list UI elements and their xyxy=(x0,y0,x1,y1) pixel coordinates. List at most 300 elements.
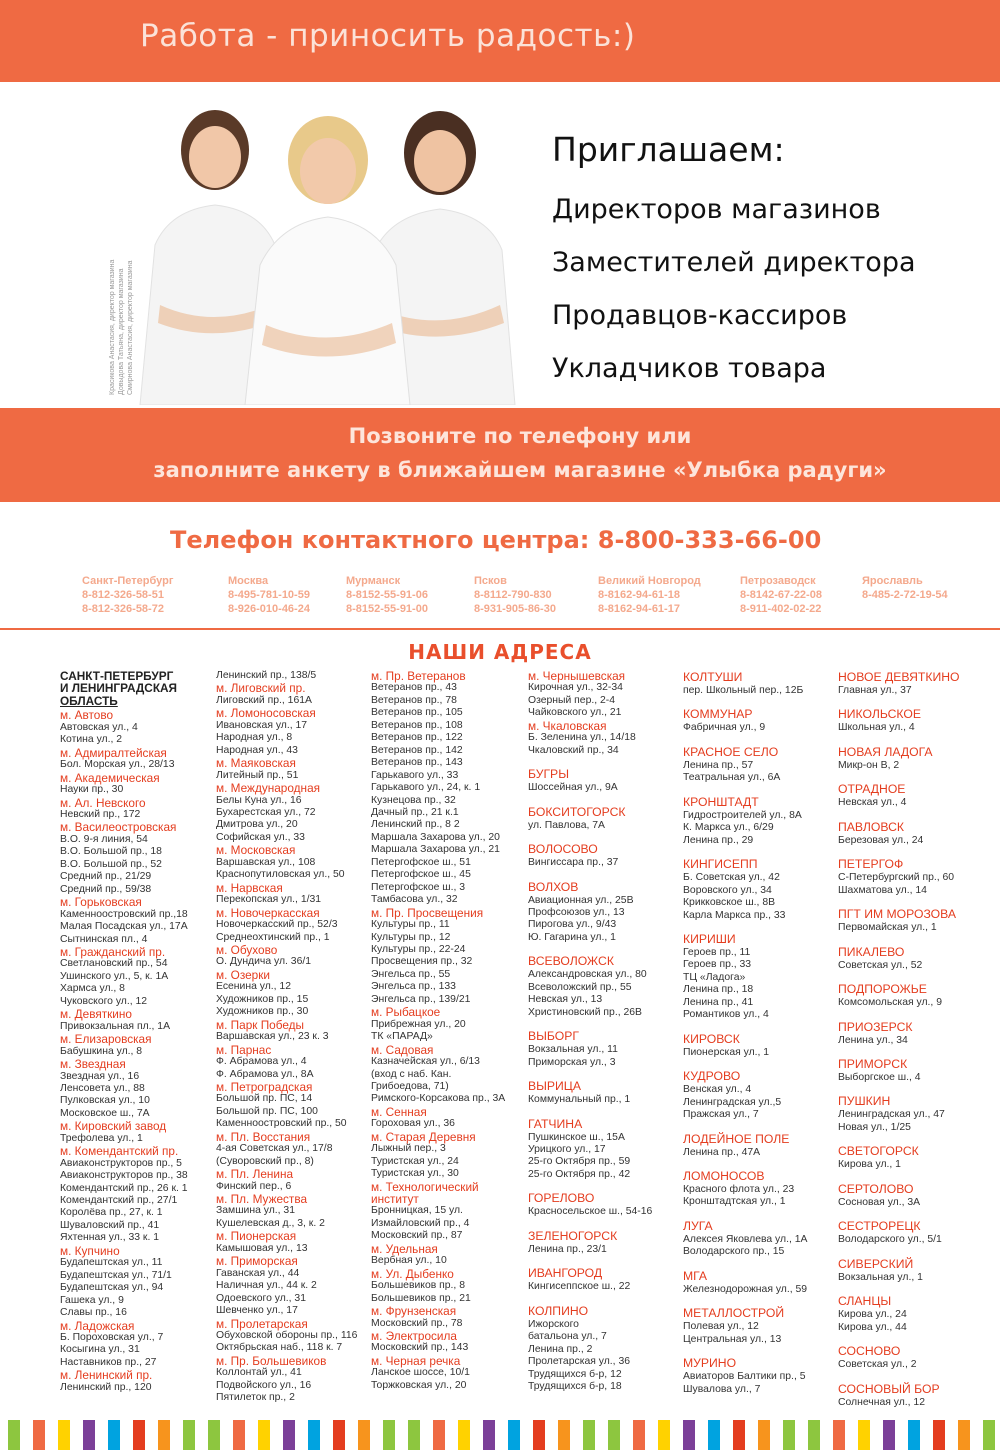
address-line: Ветеранов пр., 122 xyxy=(371,732,463,744)
metro-station: м. Московская xyxy=(216,843,296,858)
address-line: Б. Зеленина ул., 14/18 xyxy=(528,732,636,744)
address-line: Прибрежная ул., 20 xyxy=(371,1018,466,1030)
address-line: Петергофское ш., 3 xyxy=(371,881,466,893)
address-column xyxy=(838,670,988,1409)
strip-block xyxy=(358,1420,370,1450)
address-line: Средний пр., 21/29 xyxy=(60,871,152,883)
strip-block xyxy=(433,1420,445,1450)
metro-station: м. Автово xyxy=(60,708,114,723)
metro-station: м. Петроградская xyxy=(216,1079,313,1094)
address-line: Невский пр., 172 xyxy=(60,808,141,820)
region-heading: САНКТ-ПЕТЕРБУРГ xyxy=(60,669,174,683)
address-line: Б. Советская ул., 42 xyxy=(683,872,780,884)
town-name: ОТРАДНОЕ xyxy=(838,782,906,797)
metro-station: м. Чернышевская xyxy=(528,669,626,683)
address-line: Ленинский пр., 120 xyxy=(60,1381,152,1393)
address-line: Крикковское ш., 8В xyxy=(683,897,776,909)
town-name: МГА xyxy=(683,1268,708,1283)
metro-station: м. Звездная xyxy=(60,1057,126,1072)
address-line: Ленина пр., 23/1 xyxy=(528,1243,607,1255)
address-line: Ф. Абрамова ул., 8А xyxy=(216,1068,314,1080)
position-item: Укладчиков товара xyxy=(552,353,827,384)
address-line: Фабричная ул., 9 xyxy=(683,722,766,734)
address-line: Венская ул., 4 xyxy=(683,1084,752,1096)
address-line: Хармса ул., 8 xyxy=(60,983,125,995)
strip-block xyxy=(383,1420,395,1450)
town-name: СЕСТРОРЕЦК xyxy=(838,1219,921,1234)
address-line: Профсоюзов ул., 13 xyxy=(528,906,625,918)
address-line: Железнодорожная ул., 59 xyxy=(683,1283,808,1295)
metro-station: м. Удельная xyxy=(371,1241,438,1256)
metro-station: м. Чкаловская xyxy=(528,718,607,733)
town-name: НИКОЛЬСКОЕ xyxy=(838,707,921,722)
strip-block xyxy=(883,1420,895,1450)
address-line: Народная ул., 43 xyxy=(216,744,298,756)
address-column xyxy=(683,670,833,1396)
address-line: Большой пр. ПС, 100 xyxy=(216,1105,318,1117)
address-line: Есенина ул., 12 xyxy=(216,981,291,993)
address-line: С-Петербургский пр., 60 xyxy=(838,872,955,884)
city-phone: 8-8112-790-830 xyxy=(474,589,552,601)
address-line: Советская ул., 52 xyxy=(838,959,923,971)
city-name: Москва xyxy=(228,575,269,587)
metro-station: м. Парк Победы xyxy=(216,1017,305,1032)
address-line: Комендантский пр., 26 к. 1 xyxy=(60,1182,188,1194)
town-name: БОКСИТОГОРСК xyxy=(528,804,626,819)
town-name: НОВОЕ ДЕВЯТКИНО xyxy=(838,670,960,684)
city-phone: 8-495-781-10-59 xyxy=(228,589,310,601)
address-line: Энгельса пр., 139/21 xyxy=(371,993,471,1005)
city-name: Мурманск xyxy=(346,575,401,587)
address-line: Христиновский пр., 26В xyxy=(528,1006,642,1018)
address-line: Будапештская ул., 94 xyxy=(60,1282,164,1294)
city-name: Великий Новгород xyxy=(598,575,701,587)
address-line: Чайковского ул., 21 xyxy=(528,707,622,719)
address-line: Ветеранов пр., 105 xyxy=(371,707,463,719)
address-line: Петергофское ш., 45 xyxy=(371,869,471,881)
address-line: Кузнецова пр., 32 xyxy=(371,794,456,806)
address-line: Средний пр., 59/38 xyxy=(60,883,152,895)
strip-block xyxy=(833,1420,845,1450)
strip-block xyxy=(183,1420,195,1450)
metro-station: м. Обухово xyxy=(216,942,278,957)
town-name: ЗЕЛЕНОГОРСК xyxy=(528,1228,618,1243)
address-line: Одоевского ул., 31 xyxy=(216,1292,306,1304)
address-line: Малая Посадская ул., 17А xyxy=(60,921,188,933)
address-line: Комсомольская ул., 9 xyxy=(838,997,942,1009)
strip-block xyxy=(458,1420,470,1450)
strip-block xyxy=(258,1420,270,1450)
address-line: Авиаконструкторов пр., 5 xyxy=(60,1157,182,1169)
address-line: Полевая ул., 12 xyxy=(683,1321,759,1333)
metro-station: м. Пл. Ленина xyxy=(216,1167,294,1182)
town-name: ВОЛХОВ xyxy=(528,879,579,894)
address-line: Славы пр., 16 xyxy=(60,1307,127,1319)
address-line: Камышовая ул., 13 xyxy=(216,1242,308,1254)
address-line: Литейный пр., 51 xyxy=(216,769,299,781)
address-line: Художников пр., 30 xyxy=(216,1006,309,1018)
metro-station: м. Старая Деревня xyxy=(371,1129,476,1144)
metro-station: м. Технологический xyxy=(371,1179,479,1194)
metro-station: м. Комендантский пр. xyxy=(60,1144,179,1159)
metro-station: м. Пионерская xyxy=(216,1229,297,1244)
address-line: Гаванская ул., 44 xyxy=(216,1267,300,1279)
address-line: Ленина ул., 34 xyxy=(838,1034,908,1046)
metro-station: м. Кировский завод xyxy=(60,1119,167,1134)
metro-station: м. Елизаровская xyxy=(60,1032,152,1047)
city-phone-block xyxy=(740,574,822,616)
metro-station: м. Ленинский пр. xyxy=(60,1368,153,1383)
town-name: СВЕТОГОРСК xyxy=(838,1144,919,1159)
metro-station: м. Нарвская xyxy=(216,880,283,895)
address-line: 25-го Октября пр., 59 xyxy=(528,1156,631,1168)
address-line: Советская ул., 2 xyxy=(838,1359,917,1371)
city-phone: 8-931-905-86-30 xyxy=(474,603,556,615)
town-name: КИРОВСК xyxy=(683,1031,740,1046)
address-line: 25-го Октября пр., 42 xyxy=(528,1168,631,1180)
caption-line-2: Довыдова Татьяна, директор магазина xyxy=(118,268,125,395)
address-line: Трефолева ул., 1 xyxy=(60,1132,143,1144)
address-line: Володарского ул., 5/1 xyxy=(838,1234,942,1246)
address-line: Кирова ул., 1 xyxy=(838,1159,901,1171)
address-line: Кронштадтская ул., 1 xyxy=(683,1196,786,1208)
address-line: Кирочная ул., 32-34 xyxy=(528,682,623,694)
town-name: ПГТ ИМ МОРОЗОВА xyxy=(838,907,957,922)
address-line: Ю. Гагарина ул., 1 xyxy=(528,931,616,943)
address-line: Авиационная ул., 25В xyxy=(528,894,634,906)
address-line: Пулковская ул., 10 xyxy=(60,1095,150,1107)
address-line: Московское ш., 7А xyxy=(60,1107,150,1119)
town-name: ИВАНГОРОД xyxy=(528,1266,603,1281)
address-line: Центральная ул., 13 xyxy=(683,1333,782,1345)
address-line: Чкаловский пр., 34 xyxy=(528,744,619,756)
address-line: Пушкинское ш., 15А xyxy=(528,1131,625,1143)
address-line: Большой пр. ПС, 14 xyxy=(216,1093,313,1105)
staff-photo xyxy=(100,105,540,405)
strip-block xyxy=(783,1420,795,1450)
address-line: Торжковская ул., 20 xyxy=(371,1379,467,1391)
metro-station: м. Садовая xyxy=(371,1042,434,1057)
metro-station: м. Василеостровская xyxy=(60,820,177,835)
addresses-title: НАШИ АДРЕСА xyxy=(408,640,592,664)
address-line: Народная ул., 8 xyxy=(216,732,293,744)
hotline-phone: Телефон контактного центра: 8-800-333-66-00 xyxy=(170,526,822,554)
address-line: Солнечная ул., 12 xyxy=(838,1396,925,1408)
strip-block xyxy=(333,1420,345,1450)
address-line: Шевченко ул., 17 xyxy=(216,1305,298,1317)
address-line: Дачный пр., 21 к.1 xyxy=(371,806,459,818)
address-line: Пятилеток пр., 2 xyxy=(216,1392,295,1404)
strip-block xyxy=(83,1420,95,1450)
address-line: Обуховской обороны пр., 116 xyxy=(216,1330,358,1342)
metro-station: м. Ладожская xyxy=(60,1318,135,1333)
strip-block xyxy=(583,1420,595,1450)
address-column xyxy=(216,670,366,1405)
address-line: Гарькавого ул., 24, к. 1 xyxy=(371,782,481,794)
address-line: Романтиков ул., 4 xyxy=(683,1009,769,1021)
town-name: ГАТЧИНА xyxy=(528,1116,583,1131)
address-line: Воровского ул., 34 xyxy=(683,884,772,896)
address-line: Энгельса пр., 133 xyxy=(371,981,456,993)
metro-station: м. Фрунзенская xyxy=(371,1304,457,1319)
address-line: Шахматова ул., 14 xyxy=(838,884,927,896)
address-line: Александровская ул., 80 xyxy=(528,969,647,981)
address-line: Финский пер., 6 xyxy=(216,1180,292,1192)
metro-station: м. Горьковская xyxy=(60,895,142,910)
address-line: Московский пр., 87 xyxy=(371,1230,463,1242)
invite-heading: Приглашаем: xyxy=(552,130,785,169)
address-line: Культуры пр., 12 xyxy=(371,931,451,943)
metro-station: м. Пл. Восстания xyxy=(216,1129,311,1144)
strip-block xyxy=(908,1420,920,1450)
town-name: БУГРЫ xyxy=(528,767,569,782)
banner-title: Работа - приносить радость:) xyxy=(140,18,636,54)
city-phone: 8-485-2-72-19-54 xyxy=(862,589,948,601)
town-name: ПАВЛОВСК xyxy=(838,819,904,834)
address-line: Б. Пороховская ул., 7 xyxy=(60,1332,164,1344)
metro-station: м. Рыбацкое xyxy=(371,1005,441,1020)
city-name: Ярославль xyxy=(862,575,923,587)
town-name: СОСНОВО xyxy=(838,1344,901,1359)
address-line: К. Маркса ул., 6/29 xyxy=(683,822,774,834)
address-line: Грибоедова, 71) xyxy=(371,1080,449,1092)
address-column xyxy=(528,670,678,1393)
town-name: ВЫРИЦА xyxy=(528,1079,581,1094)
metro-station: м. Черная речка xyxy=(371,1353,461,1368)
address-line: Большевиков пр., 8 xyxy=(371,1280,465,1292)
address-line: Ветеранов пр., 43 xyxy=(371,682,457,694)
strip-block xyxy=(958,1420,970,1450)
metro-station: м. Лиговский пр. xyxy=(216,681,306,696)
town-name: ПОДПОРОЖЬЕ xyxy=(838,982,927,997)
metro-station: м. Новочеркасская xyxy=(216,905,320,920)
staff-photo-illustration xyxy=(100,105,540,405)
address-line: Туристская ул., 30 xyxy=(371,1168,459,1180)
city-phone: 8-8162-94-61-18 xyxy=(598,589,680,601)
address-line: Ф. Абрамова ул., 4 xyxy=(216,1056,307,1068)
address-line: пер. Школьный пер., 12Б xyxy=(683,685,804,696)
address-line: Урицкого ул., 17 xyxy=(528,1143,606,1155)
town-name: КРАСНОЕ СЕЛО xyxy=(683,744,779,759)
address-line: Культуры пр., 11 xyxy=(371,919,450,931)
address-line: (вход с наб. Кан. xyxy=(371,1068,452,1080)
address-line: Пионерская ул., 1 xyxy=(683,1046,770,1058)
address-line: Привокзальная пл., 1А xyxy=(60,1020,171,1032)
metro-station: м. Приморская xyxy=(216,1254,298,1269)
address-line: Краснопутиловская ул., 50 xyxy=(216,869,345,881)
address-line: 4-ая Советская ул., 17/8 xyxy=(216,1143,333,1155)
top-banner xyxy=(0,0,1000,82)
position-item: Заместителей директора xyxy=(552,247,916,278)
address-line: Яхтенная ул., 33 к. 1 xyxy=(60,1232,160,1244)
city-phone: 8-8142-67-22-08 xyxy=(740,589,822,601)
invite-block xyxy=(552,130,916,395)
address-line: Пролетарская ул., 36 xyxy=(528,1356,631,1368)
metro-station: м. Купчино xyxy=(60,1243,120,1258)
address-line: Бронницкая, 15 ул. xyxy=(371,1205,463,1217)
town-name: ПУШКИН xyxy=(838,1094,891,1109)
address-line: Ленина пр., 41 xyxy=(683,996,754,1008)
call-banner xyxy=(0,408,1000,502)
address-line: Каменноостровский пр., 50 xyxy=(216,1118,347,1130)
city-phone: 8-8152-55-91-00 xyxy=(346,603,428,615)
address-line: Бухарестская ул., 72 xyxy=(216,806,316,818)
address-line: Чуковского ул., 12 xyxy=(60,995,148,1007)
address-line: Ивановская ул., 17 xyxy=(216,719,308,731)
address-line: Культуры пр., 22-24 xyxy=(371,943,466,955)
address-line: Выборгское ш., 4 xyxy=(838,1071,921,1083)
address-line: Коммунальный пр., 1 xyxy=(528,1094,631,1106)
address-line: Кирова ул., 44 xyxy=(838,1321,907,1333)
strip-block xyxy=(283,1420,295,1450)
position-item: Продавцов-кассиров xyxy=(552,300,848,331)
address-line: Варшавская ул., 23 к. 3 xyxy=(216,1031,329,1043)
address-line: Косыгина ул., 31 xyxy=(60,1344,140,1356)
address-line: Героев пр., 11 xyxy=(683,946,751,958)
address-line: Вербная ул., 10 xyxy=(371,1255,447,1267)
address-line: Новая ул., 1/25 xyxy=(838,1121,911,1133)
city-phone: 8-926-010-46-24 xyxy=(228,603,310,615)
address-line: ТЦ «Ладога» xyxy=(683,971,746,983)
address-line: Вингиссара пр., 37 xyxy=(528,857,619,869)
address-line: Всеволожский пр., 55 xyxy=(528,981,632,993)
address-line: Ветеранов пр., 142 xyxy=(371,744,463,756)
address-line: Будапештская ул., 11 xyxy=(60,1257,163,1269)
city-phone-block xyxy=(474,574,556,616)
caption-line-1: Красикова Анастасия, директор магазина xyxy=(109,259,116,395)
strip-block xyxy=(858,1420,870,1450)
metro-station: м. Ул. Дыбенко xyxy=(371,1266,454,1281)
address-line: Светлановский пр., 54 xyxy=(60,958,168,970)
address-line: Котина ул., 2 xyxy=(60,734,123,746)
strip-block xyxy=(608,1420,620,1450)
strip-block xyxy=(133,1420,145,1450)
address-line: Просвещения пр., 32 xyxy=(371,956,473,968)
address-line: Дмитрова ул., 20 xyxy=(216,819,298,831)
address-line: Шоссейная ул., 9А xyxy=(528,782,618,794)
metro-station: м. Пролетарская xyxy=(216,1316,308,1331)
strip-block xyxy=(408,1420,420,1450)
town-name: КОЛТУШИ xyxy=(683,670,743,684)
town-name: МУРИНО xyxy=(683,1356,737,1371)
strip-block xyxy=(808,1420,820,1450)
address-line: Вокзальная ул., 11 xyxy=(528,1044,618,1056)
town-name: ЛОМОНОСОВ xyxy=(683,1168,765,1183)
address-line: Коллонтай ул., 41 xyxy=(216,1367,302,1379)
address-line: Казначейская ул., 6/13 xyxy=(371,1056,480,1068)
address-line: Приморская ул., 3 xyxy=(528,1056,616,1068)
address-line: Березовая ул., 24 xyxy=(838,834,924,846)
city-phone: 8-8162-94-61-17 xyxy=(598,603,680,615)
address-line: Бол. Морская ул., 28/13 xyxy=(60,759,175,771)
address-line: Наличная ул., 44 к. 2 xyxy=(216,1280,317,1292)
address-line: Софийская ул., 33 xyxy=(216,831,305,843)
town-name: ПРИМОРСК xyxy=(838,1056,908,1071)
town-name: ГОРЕЛОВО xyxy=(528,1191,595,1206)
address-line: Среднеохтинский пр., 1 xyxy=(216,931,330,943)
address-line: В.О. Большой пр., 52 xyxy=(60,858,162,870)
town-name: НОВАЯ ЛАДОГА xyxy=(838,744,933,759)
address-line: Маршала Захарова ул., 21 xyxy=(371,844,500,856)
metro-station: м. Адмиралтейская xyxy=(60,745,167,760)
address-line: Главная ул., 37 xyxy=(838,685,912,696)
strip-block xyxy=(633,1420,645,1450)
address-line: батальона ул., 7 xyxy=(528,1331,607,1343)
metro-station: институт xyxy=(371,1192,419,1207)
city-phone: 8-812-326-58-72 xyxy=(82,603,164,615)
address-line: Сытнинская пл., 4 xyxy=(60,933,148,945)
town-name: СЕРТОЛОВО xyxy=(838,1181,914,1196)
caption-line-3: Смирнова Анастасия, директор магазина xyxy=(127,260,134,395)
metro-station: м. Пл. Мужества xyxy=(216,1192,308,1207)
address-line: Ижорского xyxy=(528,1318,579,1330)
address-line: Науки пр., 30 xyxy=(60,784,124,796)
color-strip xyxy=(0,1420,1000,1450)
address-line: Ланское шоссе, 10/1 xyxy=(371,1367,470,1379)
metro-station: м. Пр. Большевиков xyxy=(216,1353,327,1368)
strip-block xyxy=(233,1420,245,1450)
city-phone: 8-911-402-02-22 xyxy=(740,603,822,615)
address-line: (Суворовский пр., 8) xyxy=(216,1155,314,1167)
address-line: Ветеранов пр., 143 xyxy=(371,757,463,769)
address-line: Гашека ул., 9 xyxy=(60,1294,124,1306)
town-name: КРОНШТАДТ xyxy=(683,794,759,809)
strip-block xyxy=(558,1420,570,1450)
town-name: КОЛПИНО xyxy=(528,1303,589,1318)
town-name: ВОЛОСОВО xyxy=(528,842,598,857)
strip-block xyxy=(308,1420,320,1450)
address-line: Трудящихся б-р, 18 xyxy=(528,1380,622,1392)
address-line: Сосновая ул., 3А xyxy=(838,1196,921,1208)
town-name: ЛОДЕЙНОЕ ПОЛЕ xyxy=(683,1131,790,1146)
address-line: Ленина пр., 57 xyxy=(683,759,754,771)
address-line: Авиаконструкторов пр., 38 xyxy=(60,1170,188,1182)
strip-block xyxy=(483,1420,495,1450)
strip-block xyxy=(33,1420,45,1450)
strip-block xyxy=(508,1420,520,1450)
metro-station: м. Ломоносовская xyxy=(216,706,316,721)
strip-block xyxy=(58,1420,70,1450)
city-phone-block xyxy=(346,574,428,616)
address-line: Наставников пр., 27 xyxy=(60,1356,157,1368)
address-line: Каменноостровский пр.,18 xyxy=(60,908,188,920)
address-line: Энгельса пр., 55 xyxy=(371,968,451,980)
address-line: Театральная ул., 6А xyxy=(683,772,781,784)
metro-station: м. Парнас xyxy=(216,1042,272,1057)
address-line: Пражская ул., 7 xyxy=(683,1109,759,1121)
address-line: ТК «ПАРАД» xyxy=(371,1031,433,1043)
address-line: Римского-Корсакова пр., 3А xyxy=(371,1093,506,1105)
address-line: Комендантский пр., 27/1 xyxy=(60,1195,178,1207)
address-line: Героев пр., 33 xyxy=(683,959,752,971)
strip-block xyxy=(108,1420,120,1450)
address-line: В.О. 9-я линия, 54 xyxy=(60,833,148,845)
address-line: Ленсовета ул., 88 xyxy=(60,1082,145,1094)
city-phone-block xyxy=(228,574,310,616)
address-line: Озерный пер., 2-4 xyxy=(528,694,616,706)
metro-station: м. Электросила xyxy=(371,1329,457,1344)
address-line: Автовская ул., 4 xyxy=(60,721,138,733)
address-line: Ленинградская ул., 47 xyxy=(838,1109,945,1121)
strip-block xyxy=(8,1420,20,1450)
city-name: Петрозаводск xyxy=(740,575,816,587)
address-line: Авиаторов Балтики пр., 5 xyxy=(683,1371,806,1383)
strip-block xyxy=(758,1420,770,1450)
address-line: Петергофское ш., 51 xyxy=(371,856,471,868)
address-line: Володарского пр., 15 xyxy=(683,1246,785,1258)
town-name: ПЕТЕРГОФ xyxy=(838,857,904,872)
address-line: Ленина пр., 47А xyxy=(683,1146,761,1158)
